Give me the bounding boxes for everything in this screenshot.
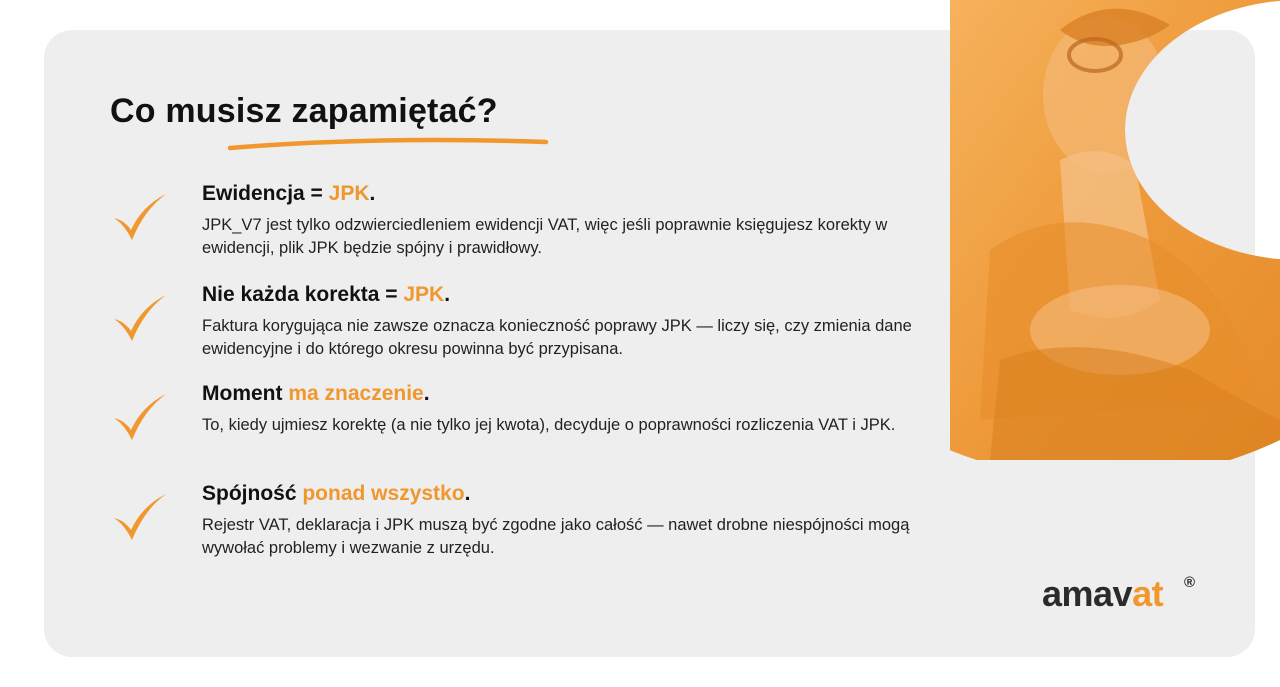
item-title-end: . xyxy=(369,182,376,205)
item-title-end: . xyxy=(464,482,471,505)
item-title-text: Nie każda korekta = xyxy=(202,283,404,306)
item-title-text: Spójność xyxy=(202,482,303,505)
item-title-end: . xyxy=(444,283,451,306)
item-title xyxy=(202,182,375,206)
item-description: Faktura korygująca nie zawsze oznacza konieczność poprawy JPK — liczy się, czy zmienia dane ewidencyjne i do którego okresu powinna być przypisana. xyxy=(202,317,912,358)
checkmark-icon xyxy=(110,287,168,345)
checkmark-icon xyxy=(110,486,168,544)
item-title-text: Ewidencja = xyxy=(202,182,329,205)
item-description: Rejestr VAT, deklaracja i JPK muszą być zgodne jako całość — nawet drobne niespójności mogą wywołać problemy i wezwanie z urzędu. xyxy=(202,516,910,557)
item-title xyxy=(202,482,470,506)
item-title-accent: JPK xyxy=(328,182,370,205)
item-title-text: Moment xyxy=(202,382,289,405)
item-description: JPK_V7 jest tylko odzwierciedleniem ewidencji VAT, więc jeśli poprawnie księgujesz korekty w ewidencji, plik JPK będzie spójny i prawidłowy. xyxy=(202,216,888,257)
logo-text-dark: amav xyxy=(1042,573,1133,614)
item-title-accent: ma znaczenie xyxy=(288,382,424,405)
logo-text-accent: at xyxy=(1132,573,1164,614)
registered-mark: ® xyxy=(1184,574,1196,591)
checkmark-icon xyxy=(110,386,168,444)
checkmark-icon xyxy=(110,186,168,244)
page-title: Co musisz zapamiętać? xyxy=(110,92,498,130)
item-title-accent: JPK xyxy=(403,283,445,306)
item-description: To, kiedy ujmiesz korektę (a nie tylko jej kwota), decyduje o poprawności rozliczenia VAT i JPK. xyxy=(202,416,896,434)
amavat-logo xyxy=(1042,573,1163,613)
item-title-end: . xyxy=(423,382,430,405)
title-underline-swash xyxy=(228,134,552,154)
item-title-accent: ponad wszystko xyxy=(302,482,465,505)
item-title xyxy=(202,382,430,406)
item-title xyxy=(202,283,450,307)
